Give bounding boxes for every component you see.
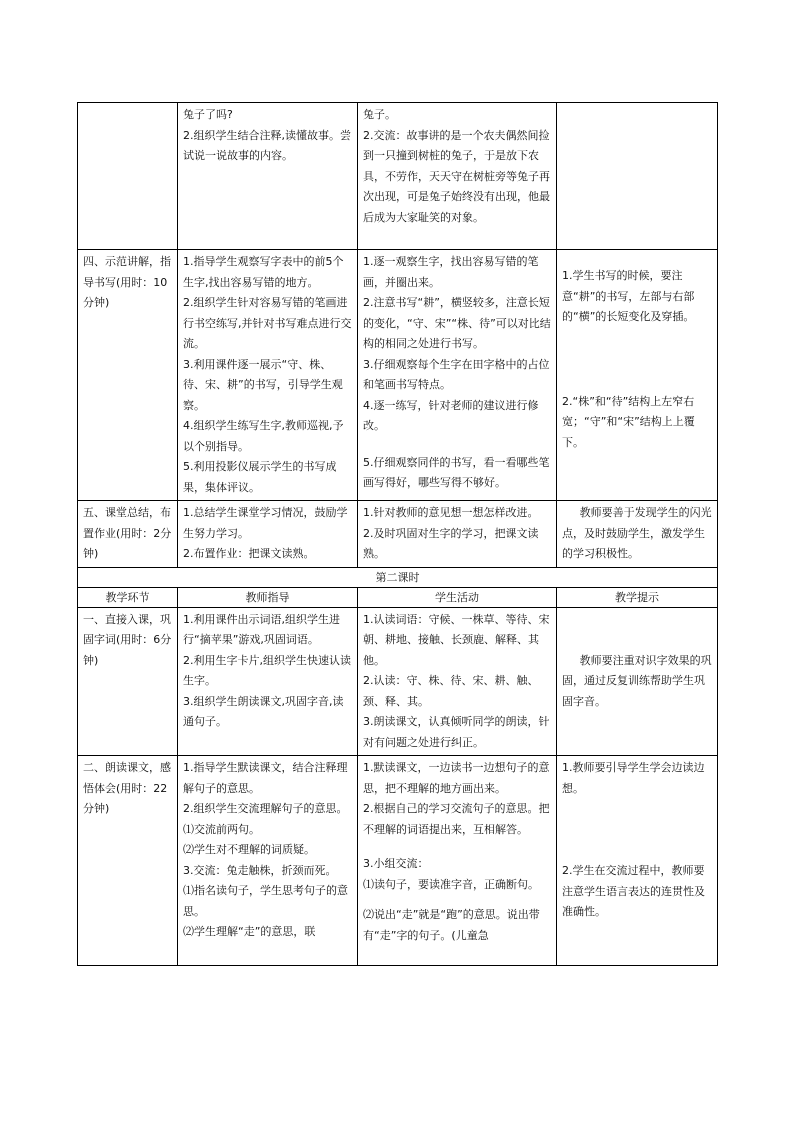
student-step: 兔子。 <box>363 108 396 121</box>
stage-cell: 五、课堂总结，布置作业(用时：2分钟) <box>78 501 178 568</box>
teacher-step: 1.总结学生课堂学习情况，鼓励学生努力学习。 <box>183 506 348 540</box>
student-cell <box>358 756 557 966</box>
student-step: 3.朗读课文，认真倾听同学的朗读，针对有问题之处进行纠正。 <box>363 715 550 749</box>
stage-cell: 一、直接入课，巩固字词(用时：6分钟) <box>78 607 178 756</box>
table-row <box>78 756 718 966</box>
teacher-step: 3.组织学生朗读课文,巩固字音,读通句子。 <box>183 694 344 728</box>
table-row <box>78 103 718 250</box>
stage-cell: 二、朗读课文，感悟体会(用时：22分钟) <box>78 756 178 966</box>
teacher-step: 1.指导学生默读课文，结合注释理解句子的意思。 <box>183 761 348 795</box>
student-step: ⑵说出“走”就是“跑”的意思。说出带有“走”字的句子。(儿童急 <box>363 908 540 942</box>
stage-cell: 四、示范讲解，指导书写(用时：10分钟) <box>78 250 178 501</box>
student-step: 2.及时巩固对生字的学习，把课文读熟。 <box>363 526 539 560</box>
student-step: 1.默读课文，一边读书一边想句子的意思，把不理解的地方画出来。 <box>363 761 550 795</box>
student-step: 2.注意书写“耕”，横竖较多，注意长短的变化，“守、宋”“株、待”可以对比结构的相同之处进行书写。 <box>363 296 551 350</box>
student-step: 1.针对教师的意见想一想怎样改进。 <box>363 506 539 519</box>
teacher-step: 3.交流：兔走触株，折颈而死。 <box>183 863 337 877</box>
tips-cell <box>557 501 718 568</box>
stage-cell <box>78 103 178 250</box>
tips-cell <box>557 607 718 756</box>
student-step: 5.仔细观察同伴的书写，看一看哪些笔画写得好，哪些写得不够好。 <box>363 455 550 489</box>
student-cell <box>358 501 557 568</box>
teacher-cell <box>178 756 358 966</box>
teacher-step: 5.利用投影仪展示学生的书写成果，集体评议。 <box>183 460 337 494</box>
student-step: 1.认读词语：守候、一株草、等待、宋朝、耕地、接触、长颈鹿、解释、其他。 <box>363 612 550 667</box>
student-cell <box>358 103 557 250</box>
student-step: 2.认读：守、株、待、宋、耕、触、颈、释、其。 <box>363 674 539 708</box>
header-student: 学生活动 <box>358 587 557 607</box>
student-step: 1.逐一观察生字，找出容易写错的笔画，并圈出来。 <box>363 255 539 289</box>
header-teacher: 教师指导 <box>178 587 358 607</box>
tip-text: 2.“株”和“待”结构上左窄右宽；“守”和“宋”结构上上覆下。 <box>562 394 695 449</box>
table-row <box>78 607 718 756</box>
header-stage: 教学环节 <box>78 587 178 607</box>
tip-text: 2.学生在交流过程中，教师要注意学生语言表达的连贯性及准确性。 <box>562 864 705 918</box>
student-cell <box>358 250 557 501</box>
student-cell <box>358 607 557 756</box>
tips-cell <box>557 103 718 250</box>
header-tips: 教学提示 <box>557 587 718 607</box>
teacher-step: 3.利用课件逐一展示“守、株、待、宋、耕”的书写，引导学生观察。 <box>183 357 343 412</box>
teacher-cell <box>178 501 358 568</box>
student-step: 3.仔细观察每个生字在田字格中的占位和笔画书写特点。 <box>363 357 550 391</box>
student-step: 2.交流：故事讲的是一个农夫偶然间捡到一只撞到树桩的兔子，于是放下农具，不劳作，天天守在树桩旁等兔子再次出现，可是兔子始终没有出现，他最后成为大家耻笑的对象。 <box>363 128 550 224</box>
student-step: ⑴读句子，要读准字音，正确断句。 <box>363 877 539 891</box>
table-row <box>78 250 718 501</box>
teacher-step: ⑴指名读句子，学生思考句子的意思。 <box>183 884 348 918</box>
teacher-step: 1.利用课件出示词语,组织学生进行“摘苹果”游戏,巩固词语。 <box>183 612 340 646</box>
teacher-step: 2.利用生字卡片,组织学生快速认读生字。 <box>183 653 351 687</box>
teacher-cell <box>178 607 358 756</box>
section-title: 第二课时 <box>78 567 718 587</box>
teacher-step: 2.组织学生针对容易写错的笔画进行书空练写,并针对书写难点进行交流。 <box>183 296 352 350</box>
tips-cell <box>557 250 718 501</box>
lesson-plan-table <box>77 102 718 966</box>
teacher-cell <box>178 250 358 501</box>
teacher-step: 2.布置作业：把课文读熟。 <box>183 547 315 560</box>
tip-text: 教师要善于发现学生的闪光点，及时鼓励学生，激发学生的学习积极性。 <box>562 506 712 560</box>
teacher-cell <box>178 103 358 250</box>
teacher-step: ⑴交流前两句。 <box>183 822 260 836</box>
section-title-row <box>78 567 718 587</box>
teacher-step: 2.组织学生交流理解句子的意思。 <box>183 802 348 815</box>
student-step: 3.小组交流： <box>363 857 429 870</box>
tip-text: 1.学生书写的时候，要注意“耕”的书写，左部与右部的“横”的长短变化及穿插。 <box>562 269 695 323</box>
teacher-step: 兔子了吗? <box>183 108 233 121</box>
teacher-step: 4.组织学生练写生字,教师巡视,予以个别指导。 <box>183 419 344 453</box>
teacher-step: ⑵学生对不理解的词质疑。 <box>183 843 315 856</box>
teacher-step: 2.组织学生结合注释,读懂故事。尝试说一说故事的内容。 <box>183 128 351 162</box>
table-row <box>78 501 718 568</box>
tip-text: 1.教师要引导学生学会边读边想。 <box>562 761 705 795</box>
header-row <box>78 587 718 607</box>
teacher-step: 1.指导学生观察写字表中的前5个生字,找出容易写错的地方。 <box>183 255 344 289</box>
tips-cell <box>557 756 718 966</box>
teacher-step: ⑵学生理解“走”的意思，联 <box>183 925 316 938</box>
student-step: 2.根据自己的学习交流句子的意思。把不理解的词语提出来，互相解答。 <box>363 802 550 836</box>
student-step: 4.逐一练写，针对老师的建议进行修改。 <box>363 398 539 432</box>
tip-text: 教师要注重对识字效果的巩固，通过反复训练帮助学生巩固字音。 <box>562 653 712 708</box>
